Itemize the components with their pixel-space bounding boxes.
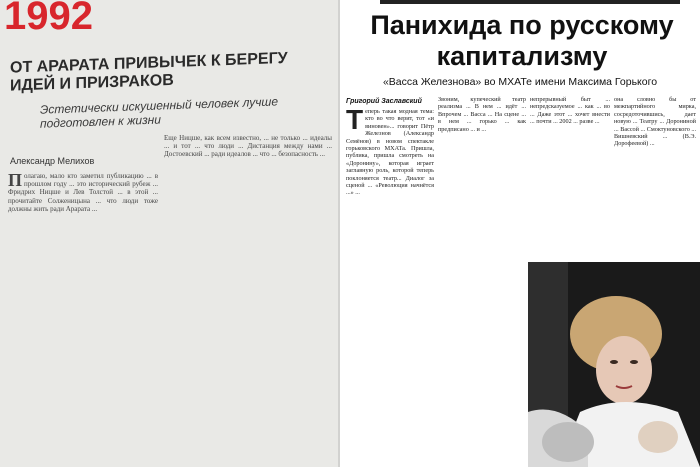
actress-photo-image bbox=[528, 262, 700, 467]
clipping-column-2: Еще Ницше, как всем известно, ... не только ... идеалы ... и тот ... что люди ... Дистанция между нами ... Достоевский ... ради идеалов ... что ... безопасность ... bbox=[164, 134, 332, 159]
article-headline: Панихида по русскому капитализму bbox=[370, 10, 674, 71]
right-article bbox=[340, 0, 700, 467]
left-newspaper-clipping bbox=[0, 0, 338, 467]
article-column-2: Звоним, купеческий театр реализма ... В нем ... идёт ... Впрочем ... Васса ... На сцене ... в нем ... горько ... как предписано ... и ... bbox=[438, 96, 526, 133]
dropcap: Т bbox=[346, 108, 364, 135]
top-rule bbox=[380, 0, 680, 4]
article-column-1 bbox=[346, 108, 434, 464]
article-author: Григорий Заславский bbox=[346, 98, 422, 105]
clipping-headline: ОТ АРАРАТА ПРИВЫЧЕК К БЕРЕГУ ИДЕЙ И ПРИЗРАКОВ bbox=[10, 49, 288, 95]
article-column-4: она словно бы от межпартийного мирка, сосредоточившись, дает новую ... Театру ... Дорониной ... Вассой ... Смоктуновского ... Вишневский ... (В.Э. Дорофеевой) ... bbox=[614, 96, 696, 148]
clipping-column-1: Полагаю, мало кто заметил публикацию ... в прошлом году ... это исторический рубеж ... Фридрих Ницше и Лев Толстой ... в этой ... прочитайте Солженицына ... что люди тоже должны жить ради Арарата ... bbox=[8, 172, 158, 213]
year-label: 1992 bbox=[4, 0, 93, 38]
article-subheadline: «Васса Железнова» во МХАТе имени Максима Горького bbox=[382, 76, 658, 88]
article-column-1-text: еперь такая модная тема: кто во что верит, тот «и виновен»... говорит Пётр Железнов (Александр Семёнов) в новом спектакле горьковского МХАТа. Пришла, публика, пришла смотреть на «Доронину», которая играет заглавную роль, которой теперь поклоняется театр... Диалог за сценой ... «Революция начнётся ...» ... bbox=[346, 108, 434, 197]
clipping-author: Александр Мелихов bbox=[10, 156, 95, 166]
article-column-3: непрерывный быт ... непредсказуемое ... как ... во ... Даже этот ... хочет внести ... почти ... 2002 ... разве ... bbox=[530, 96, 610, 126]
clipping-subheadline: Эстетически искушенный человек лучше подготовлен к жизни bbox=[40, 94, 279, 131]
stage-photo bbox=[528, 262, 700, 467]
